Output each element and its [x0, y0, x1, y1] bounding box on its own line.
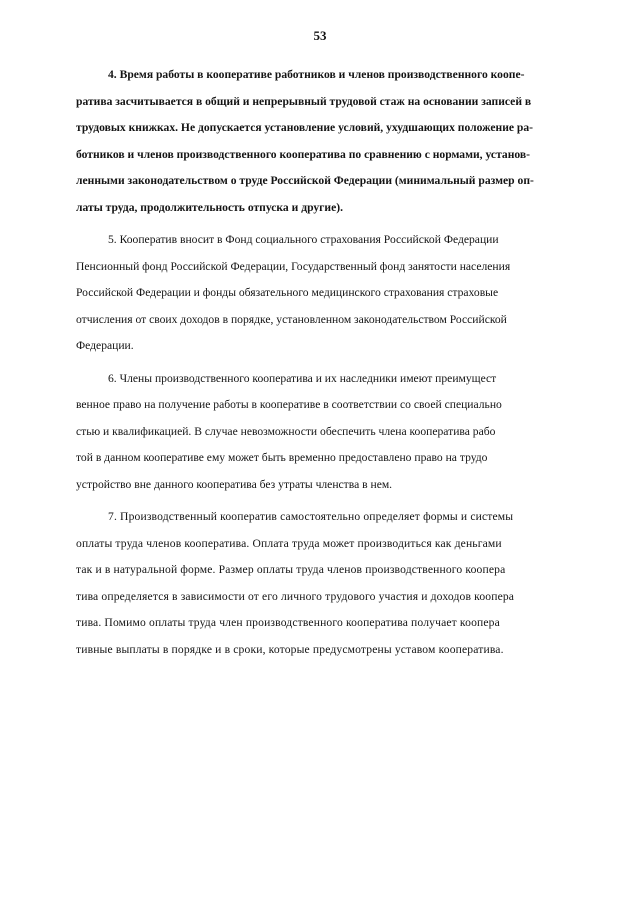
page-number: 53 [313, 28, 327, 43]
text-line: латы труда, продолжительность отпуска и другие). [76, 200, 344, 214]
paragraph-7 [76, 504, 596, 663]
text-line: той в данном кооперативе ему может быть временно предоставлено право на трудо [76, 451, 488, 464]
document-body [76, 62, 596, 862]
paragraph-6 [76, 366, 596, 499]
text-line: устройство вне данного кооператива без утраты членства в нем. [76, 477, 393, 491]
paragraph-4 [76, 62, 596, 221]
text-line: ратива засчитывается в общий и непрерывный трудовой стаж на основании записей в [76, 94, 532, 108]
text-line: 7. Производственный кооператив самостоятельно определяет формы и системы [108, 510, 514, 523]
text-line: оплаты труда членов кооператива. Оплата труда может производиться как деньгами [76, 536, 502, 550]
text-line: трудовых книжках. Не допускается установление условий, ухудшающих положение ра- [76, 121, 534, 134]
text-line: тивные выплаты в порядке и в сроки, которые предусмотрены уставом кооператива. [76, 642, 504, 656]
text-line: стью и квалификацией. В случае невозможности обеспечить члена кооператива рабо [76, 424, 496, 438]
text-line: 6. Члены производственного кооператива и их наследники имеют преимущест [108, 371, 497, 385]
text-line: Российской Федерации и фонды обязательного медицинского страхования страховые [76, 286, 499, 299]
paragraph-5 [76, 227, 596, 360]
text-line: тива. Помимо оплаты труда член производственного кооператива получает коопера [76, 616, 500, 629]
text-line: Пенсионный фонд Российской Федерации, Государственный фонд занятости населения [76, 259, 511, 273]
text-line: венное право на получение работы в кооперативе в соответствии со своей специально [76, 398, 502, 411]
text-line: 4. Время работы в кооперативе работников и членов производственного коопе- [108, 68, 525, 81]
text-line: ботников и членов производственного кооператива по сравнению с нормами, установ- [76, 147, 531, 161]
text-line: так и в натуральной форме. Размер оплаты труда членов производственного коопера [76, 563, 506, 576]
text-line: Федерации. [76, 339, 134, 352]
text-line: ленными законодательством о труде Российской Федерации (минимальный размер оп- [76, 174, 534, 187]
text-line: отчисления от своих доходов в порядке, установленном законодательством Российской [76, 312, 507, 326]
text-line: тива определяется в зависимости от его личного трудового участия и доходов коопера [76, 589, 515, 603]
text-line: 5. Кооператив вносит в Фонд социального страхования Российской Федерации [108, 233, 499, 246]
